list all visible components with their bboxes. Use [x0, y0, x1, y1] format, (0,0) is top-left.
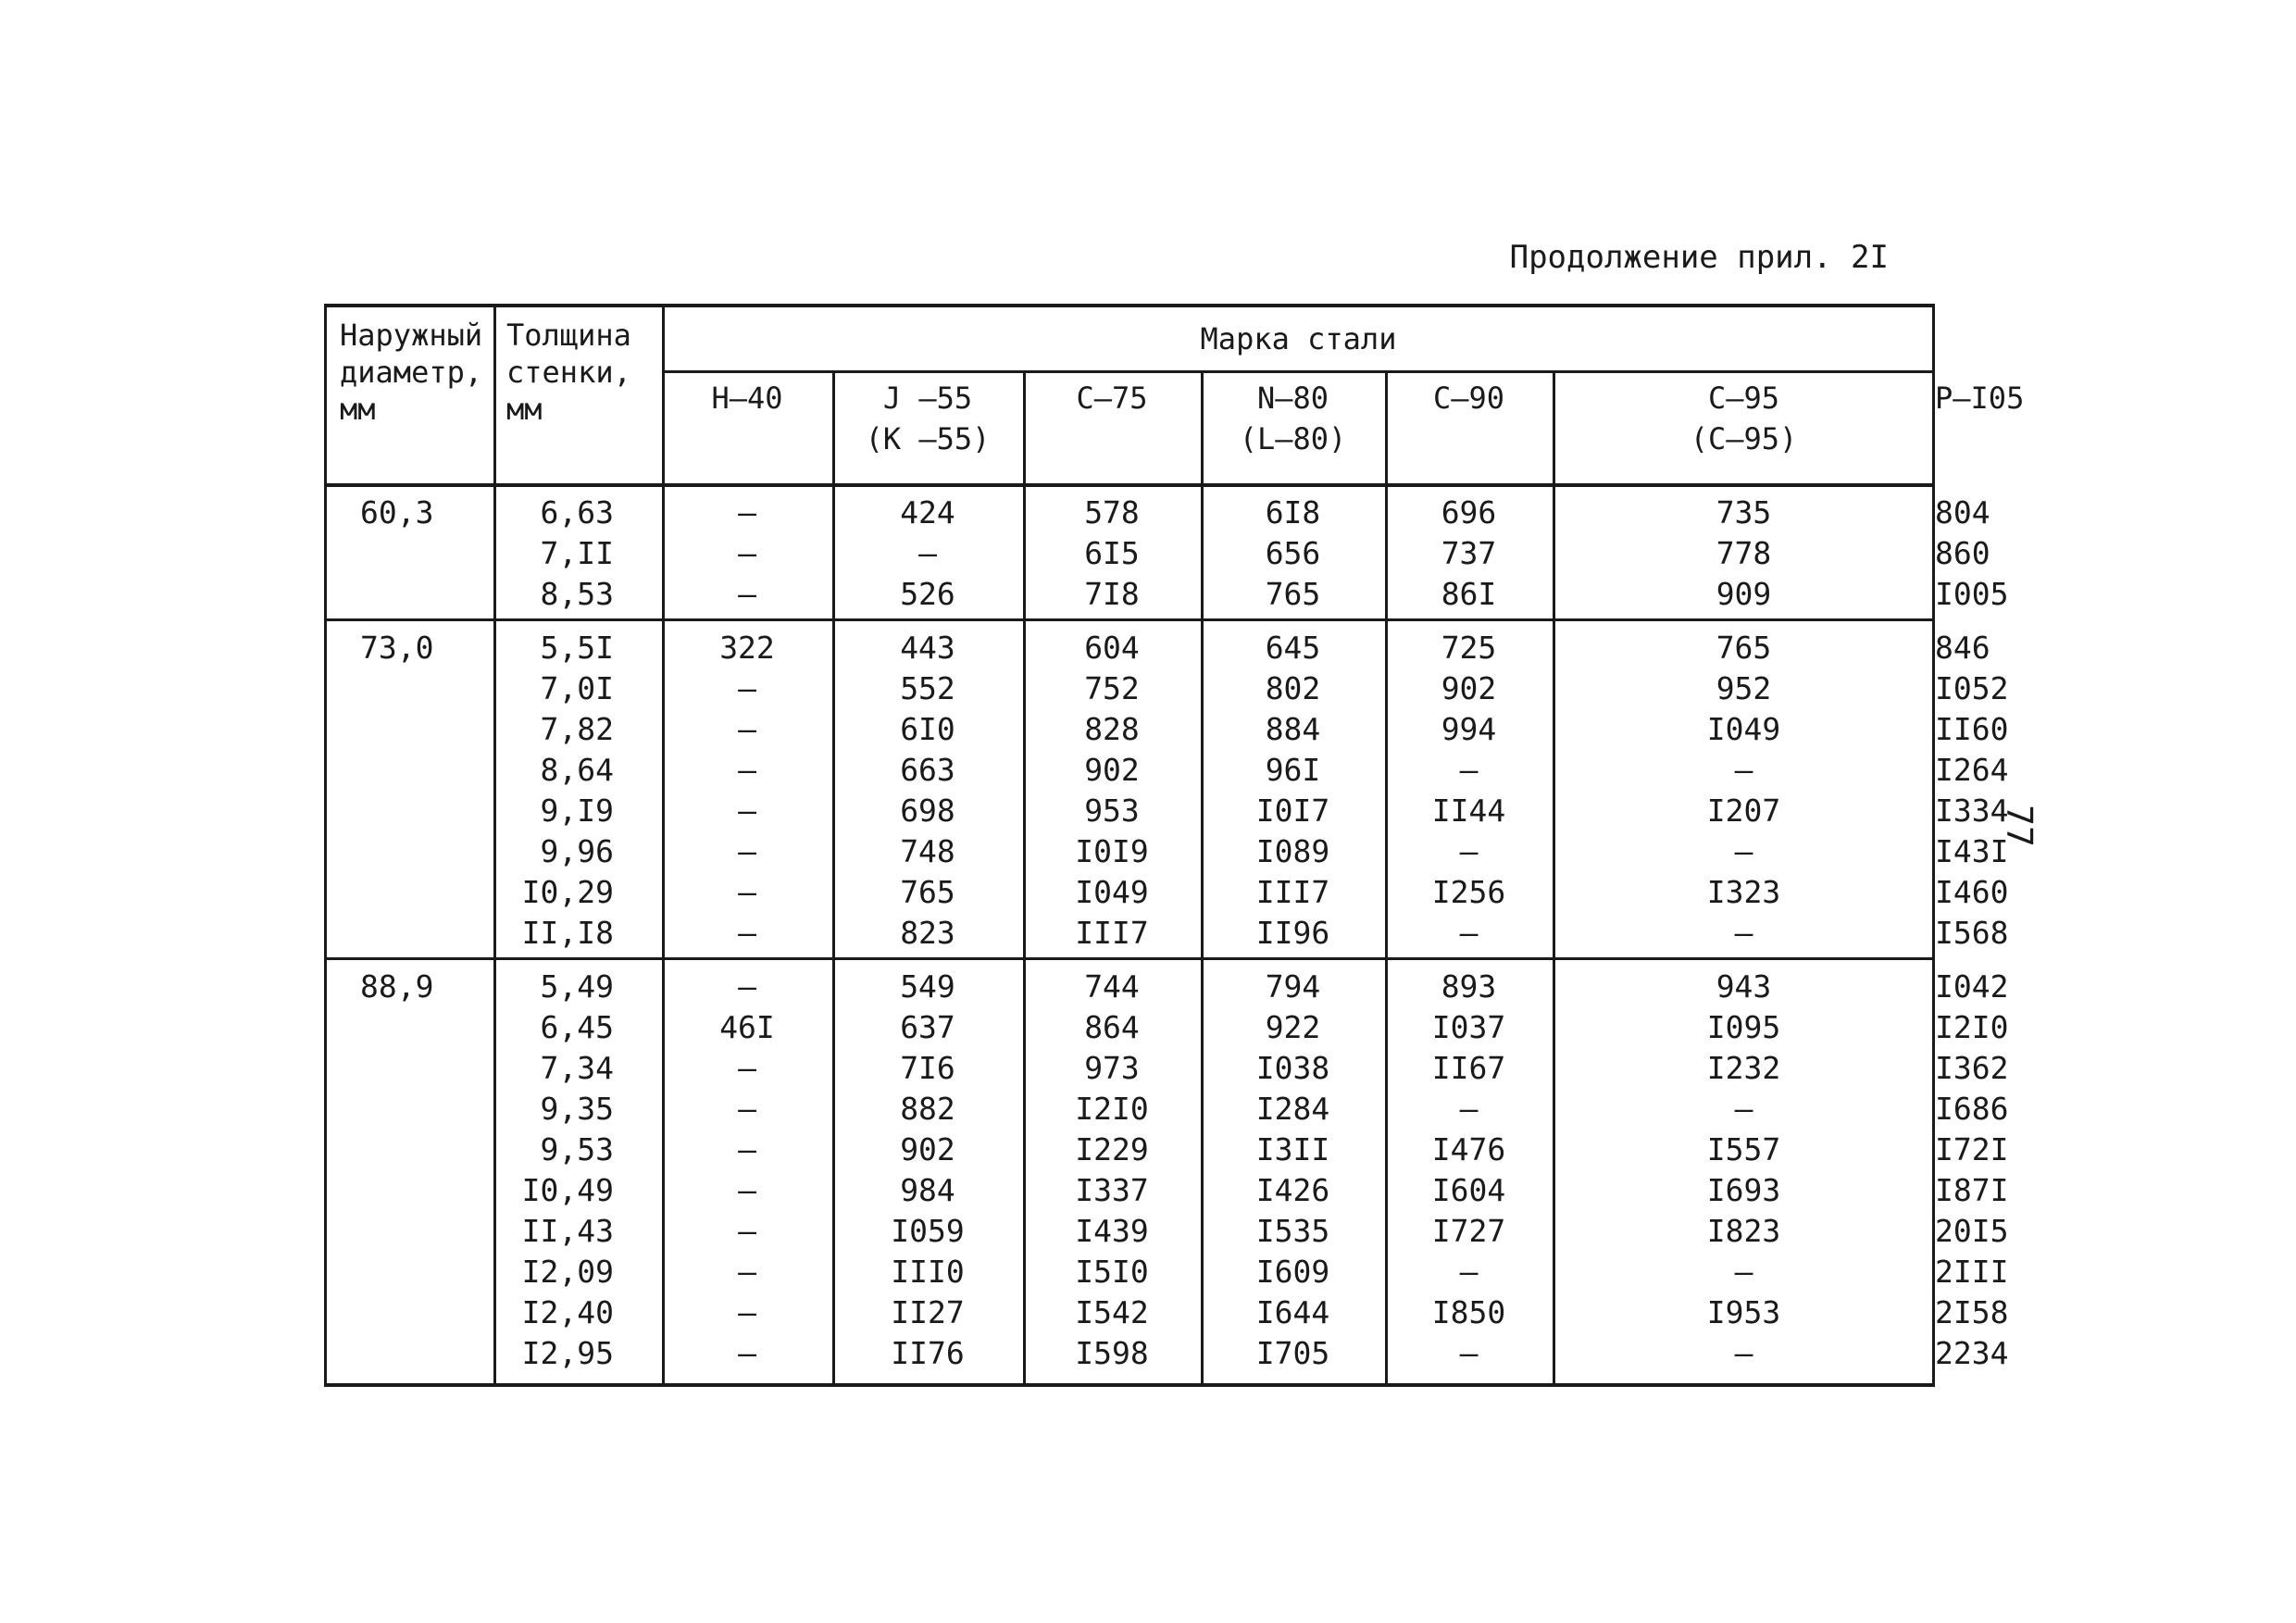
table-cell: 828	[1084, 711, 1140, 747]
table-cell: 2III	[1935, 1254, 2009, 1290]
table-cell: I334	[1935, 793, 2009, 829]
header-diameter: диаметр,	[340, 355, 483, 390]
table-cell: I542	[1075, 1294, 1149, 1330]
grade-label: J –55	[882, 381, 973, 416]
table-cell: I476	[1431, 1131, 1506, 1167]
table-cell: 46I	[719, 1009, 775, 1045]
table-cell: I72I	[1935, 1131, 2009, 1167]
table-cell: –	[738, 576, 756, 612]
table-cell: I052	[1935, 670, 2009, 706]
steel-grade-table	[324, 304, 2025, 1387]
table-cell: 794	[1265, 968, 1321, 1005]
table-cell: –	[1459, 1254, 1479, 1290]
table-cell: I850	[1431, 1294, 1506, 1330]
table-cell: 902	[900, 1131, 955, 1167]
wall-thickness: 9,96	[540, 833, 614, 869]
table-cell: 882	[900, 1091, 955, 1127]
table-cell: 6I8	[1265, 494, 1321, 531]
table-cell: I693	[1706, 1172, 1781, 1208]
table-cell: I095	[1706, 1009, 1781, 1045]
table-cell: 96I	[1265, 752, 1321, 788]
wall-thickness: 9,I9	[540, 793, 614, 829]
table-cell: 893	[1441, 968, 1497, 1005]
table-cell: I535	[1255, 1213, 1330, 1249]
table-cell: –	[738, 793, 756, 829]
table-cell: –	[738, 915, 756, 951]
wall-thickness: II,I8	[521, 915, 614, 951]
table-cell: –	[738, 1091, 756, 1127]
table-cell: –	[1459, 1335, 1479, 1371]
grade-alt-label: (L–80)	[1239, 421, 1347, 456]
table-cell: –	[738, 1050, 756, 1086]
wall-thickness: I0,49	[521, 1172, 614, 1208]
table-cell: I337	[1075, 1172, 1149, 1208]
table-cell: I042	[1935, 968, 2009, 1005]
outer-diameter: 60,3	[360, 494, 434, 531]
table-cell: 424	[900, 494, 955, 531]
table-cell: –	[738, 670, 756, 706]
grade-label: С–95	[1707, 381, 1780, 416]
table-cell: I426	[1255, 1172, 1330, 1208]
table-cell: I284	[1255, 1091, 1330, 1127]
table-cell: 443	[900, 630, 955, 666]
table-cell: III0	[891, 1254, 965, 1290]
table-cell: –	[738, 1213, 756, 1249]
table-cell: 994	[1441, 711, 1497, 747]
table-cell: 765	[900, 874, 955, 910]
wall-thickness: II,43	[521, 1213, 614, 1249]
outer-diameter: 73,0	[360, 630, 434, 666]
wall-thickness: 5,5I	[540, 630, 614, 666]
table-cell: I705	[1255, 1335, 1330, 1371]
table-cell: 922	[1265, 1009, 1321, 1045]
table-cell: –	[738, 1131, 756, 1167]
table-cell: –	[738, 494, 756, 531]
outer-diameter: 88,9	[360, 968, 434, 1005]
wall-thickness: 9,35	[540, 1091, 614, 1127]
table-cell: 725	[1441, 630, 1497, 666]
wall-thickness: I2,09	[521, 1254, 614, 1290]
table-cell: II44	[1431, 793, 1506, 829]
table-cell: I953	[1706, 1294, 1781, 1330]
wall-thickness: 6,63	[540, 494, 614, 531]
group-divider	[327, 957, 1932, 960]
wall-thickness: 8,64	[540, 752, 614, 788]
table-cell: I232	[1706, 1050, 1781, 1086]
table-cell: –	[1734, 1254, 1753, 1290]
table-cell: 765	[1716, 630, 1772, 666]
table-caption: Продолжение прил. 2I	[1509, 239, 1889, 276]
table-cell: –	[738, 1294, 756, 1330]
wall-thickness: 7,0I	[540, 670, 614, 706]
wall-thickness: 7,82	[540, 711, 614, 747]
table-cell: I0I9	[1075, 833, 1149, 869]
wall-thickness: I2,95	[521, 1335, 614, 1371]
header-thickness: Толщина	[506, 318, 631, 353]
table-cell: I604	[1431, 1172, 1506, 1208]
table-cell: –	[738, 968, 756, 1005]
table-cell: 604	[1084, 630, 1140, 666]
table-cell: I87I	[1935, 1172, 2009, 1208]
table-cell: 2I58	[1935, 1294, 2009, 1330]
table-cell: III7	[1075, 915, 1149, 951]
grade-alt-label: (С–95)	[1690, 421, 1798, 456]
table-cell: I323	[1706, 874, 1781, 910]
table-cell: I089	[1255, 833, 1330, 869]
table-cell: 752	[1084, 670, 1140, 706]
table-cell: I3II	[1255, 1131, 1330, 1167]
table-cell: I059	[891, 1213, 965, 1249]
table-cell: 2234	[1935, 1335, 2009, 1371]
table-cell: 953	[1084, 793, 1140, 829]
table-cell: 552	[900, 670, 955, 706]
table-cell: I609	[1255, 1254, 1330, 1290]
table-cell: 846	[1935, 630, 1990, 666]
header-divider	[327, 483, 1932, 487]
table-cell: 737	[1441, 535, 1497, 571]
table-cell: II76	[891, 1335, 965, 1371]
table-cell: I727	[1431, 1213, 1506, 1249]
table-cell: 748	[900, 833, 955, 869]
wall-thickness: 9,53	[540, 1131, 614, 1167]
wall-thickness: 7,34	[540, 1050, 614, 1086]
table-cell: 696	[1441, 494, 1497, 531]
table-cell: –	[738, 752, 756, 788]
table-cell: –	[738, 874, 756, 910]
table-cell: I5I0	[1075, 1254, 1149, 1290]
table-cell: I439	[1075, 1213, 1149, 1249]
table-cell: –	[1734, 1335, 1753, 1371]
grade-label: Р–I05	[1935, 381, 2025, 416]
table-cell: 322	[719, 630, 775, 666]
table-cell: I049	[1075, 874, 1149, 910]
table-cell: 735	[1716, 494, 1772, 531]
grade-label: N–80	[1256, 381, 1329, 416]
table-cell: 86I	[1441, 576, 1497, 612]
table-cell: 526	[900, 576, 955, 612]
table-cell: I005	[1935, 576, 2009, 612]
table-cell: I0I7	[1255, 793, 1330, 829]
table-cell: 698	[900, 793, 955, 829]
table-cell: –	[738, 711, 756, 747]
table-cell: 637	[900, 1009, 955, 1045]
table-cell: I256	[1431, 874, 1506, 910]
group-divider	[327, 618, 1932, 621]
table-cell: 6I0	[900, 711, 955, 747]
table-cell: I644	[1255, 1294, 1330, 1330]
wall-thickness: I0,29	[521, 874, 614, 910]
table-cell: I43I	[1935, 833, 2009, 869]
table-cell: I038	[1255, 1050, 1330, 1086]
table-cell: –	[738, 1172, 756, 1208]
wall-thickness: I2,40	[521, 1294, 614, 1330]
table-cell: 778	[1716, 535, 1772, 571]
header-thickness: мм	[506, 392, 543, 427]
table-cell: I362	[1935, 1050, 2009, 1086]
table-cell: –	[1459, 915, 1479, 951]
table-cell: I264	[1935, 752, 2009, 788]
table-cell: II67	[1431, 1050, 1506, 1086]
table-cell: 744	[1084, 968, 1140, 1005]
table-cell: II60	[1935, 711, 2009, 747]
table-cell: –	[738, 1254, 756, 1290]
wall-thickness: 8,53	[540, 576, 614, 612]
table-cell: I823	[1706, 1213, 1781, 1249]
table-cell: II27	[891, 1294, 965, 1330]
table-cell: I568	[1935, 915, 2009, 951]
table-cell: 549	[900, 968, 955, 1005]
wall-thickness: 6,45	[540, 1009, 614, 1045]
table-cell: 578	[1084, 494, 1140, 531]
table-cell: 765	[1265, 576, 1321, 612]
table-cell: 6I5	[1084, 535, 1140, 571]
table-cell: 984	[900, 1172, 955, 1208]
table-cell: 656	[1265, 535, 1321, 571]
table-cell: I049	[1706, 711, 1781, 747]
header-diameter: мм	[340, 392, 376, 427]
table-cell: 902	[1084, 752, 1140, 788]
grade-alt-label: (К –55)	[865, 421, 991, 456]
table-cell: I037	[1431, 1009, 1506, 1045]
table-cell: 973	[1084, 1050, 1140, 1086]
table-cell: I2I0	[1075, 1091, 1149, 1127]
table-cell: 804	[1935, 494, 1990, 531]
table-cell: –	[738, 833, 756, 869]
grade-label: Н–40	[711, 381, 783, 416]
table-cell: II96	[1255, 915, 1330, 951]
table-cell: –	[1734, 915, 1753, 951]
table-cell: 20I5	[1935, 1213, 2009, 1249]
table-cell: –	[738, 1335, 756, 1371]
table-cell: 952	[1716, 670, 1772, 706]
table-cell: 663	[900, 752, 955, 788]
table-cell: –	[918, 535, 937, 571]
table-cell: 909	[1716, 576, 1772, 612]
header-diameter: Наружный	[340, 318, 483, 353]
table-cell: –	[1459, 752, 1479, 788]
table-cell: –	[1459, 833, 1479, 869]
table-cell: 7I8	[1084, 576, 1140, 612]
page-number: 77	[1998, 805, 2040, 847]
wall-thickness: 5,49	[540, 968, 614, 1005]
table-cell: 864	[1084, 1009, 1140, 1045]
table-cell: 943	[1716, 968, 1772, 1005]
grade-label: С–75	[1076, 381, 1148, 416]
table-cell: I598	[1075, 1335, 1149, 1371]
table-cell: I207	[1706, 793, 1781, 829]
table-cell: I229	[1075, 1131, 1149, 1167]
table-cell: I460	[1935, 874, 2009, 910]
table-cell: –	[1734, 752, 1753, 788]
table-cell: I2I0	[1935, 1009, 2009, 1045]
table-cell: –	[1459, 1091, 1479, 1127]
header-steel-grade: Марка стали	[1200, 321, 1397, 356]
table-cell: –	[738, 535, 756, 571]
table-cell: III7	[1255, 874, 1330, 910]
header-group-divider	[662, 370, 1932, 373]
table-cell: 823	[900, 915, 955, 951]
table-cell: 884	[1265, 711, 1321, 747]
grade-label: С–90	[1432, 381, 1505, 416]
table-cell: 645	[1265, 630, 1321, 666]
table-cell: 802	[1265, 670, 1321, 706]
header-thickness: стенки,	[506, 355, 631, 390]
table-cell: –	[1734, 1091, 1753, 1127]
table-cell: 902	[1441, 670, 1497, 706]
table-cell: 7I6	[900, 1050, 955, 1086]
wall-thickness: 7,II	[540, 535, 614, 571]
table-cell: 860	[1935, 535, 1990, 571]
table-cell: I686	[1935, 1091, 2009, 1127]
table-cell: –	[1734, 833, 1753, 869]
table-cell: I557	[1706, 1131, 1781, 1167]
